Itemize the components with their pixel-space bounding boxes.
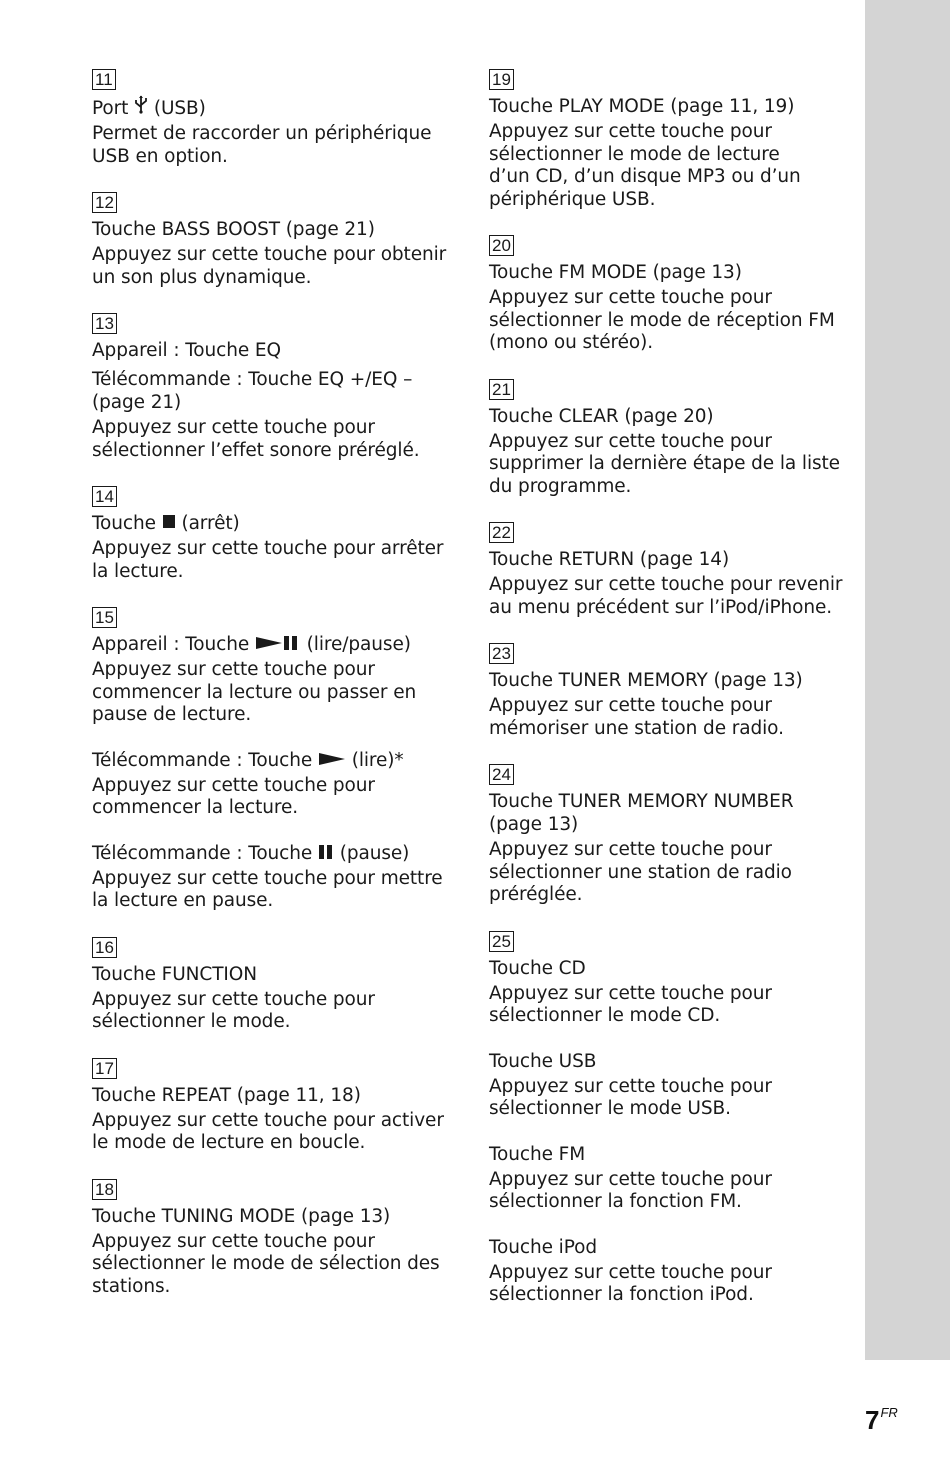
entry-heading: Appareil : Touche (lire/pause) <box>92 634 411 655</box>
entry-description: Appuyez sur cette touche pour sélectionner l’effet sonore préréglé. <box>92 417 420 461</box>
ipod-button-section <box>489 1236 849 1307</box>
left-column <box>92 67 452 1320</box>
entry-20 <box>489 233 849 355</box>
entry-heading: Touche TUNING MODE (page 13) <box>92 1205 391 1227</box>
entry-number: 18 <box>92 1179 117 1200</box>
entry-description: Appuyez sur cette touche pour mémoriser une station de radio. <box>489 695 784 739</box>
usb-button-section <box>489 1050 849 1121</box>
play-pause-icon <box>255 633 301 656</box>
entry-13 <box>92 311 452 462</box>
entry-number: 25 <box>489 931 514 952</box>
side-tab <box>865 0 950 1360</box>
entry-14 <box>92 484 452 583</box>
remote-play-section <box>92 749 452 820</box>
entry-12 <box>92 190 452 289</box>
entry-description: Appuyez sur cette touche pour sélectionner le mode de réception FM (mono ou stéréo). <box>489 287 835 353</box>
entry-heading: Touche CD <box>489 957 586 979</box>
entry-heading: Télécommande : Touche (lire)* <box>92 749 404 771</box>
entry-24 <box>489 762 849 907</box>
entry-description: Appuyez sur cette touche pour obtenir un son plus dynamique. <box>92 244 447 288</box>
remote-pause-section <box>92 842 452 913</box>
usb-icon <box>134 95 148 120</box>
entry-16 <box>92 935 452 1034</box>
entry-19 <box>489 67 849 211</box>
entry-heading: Appareil : Touche EQ <box>92 340 281 361</box>
entry-18 <box>92 1177 452 1299</box>
entry-heading: Touche TUNER MEMORY NUMBER (page 13) <box>489 791 794 835</box>
entry-description: Appuyez sur cette touche pour revenir au menu précédent sur l’iPod/iPhone. <box>489 574 843 618</box>
play-icon <box>318 749 346 772</box>
entry-number: 14 <box>92 486 117 507</box>
fm-button-section <box>489 1143 849 1214</box>
entry-description: Appuyez sur cette touche pour sélectionner la fonction FM. <box>489 1168 772 1212</box>
entry-heading: Touche CLEAR (page 20) <box>489 405 714 427</box>
pause-icon <box>318 842 334 865</box>
entry-23 <box>489 641 849 740</box>
entry-number: 22 <box>489 522 514 543</box>
entry-heading: Télécommande : Touche EQ +/EQ – (page 21) <box>92 369 413 413</box>
entry-description: Appuyez sur cette touche pour sélectionner le mode USB. <box>489 1075 772 1119</box>
entry-description: Appuyez sur cette touche pour sélectionner le mode CD. <box>489 982 772 1026</box>
entry-heading: Touche FM MODE (page 13) <box>489 262 742 283</box>
entry-heading: Touche BASS BOOST (page 21) <box>92 219 375 240</box>
entry-description: Appuyez sur cette touche pour sélectionner le mode. <box>92 988 375 1032</box>
entry-number: 23 <box>489 643 514 664</box>
entry-description: Appuyez sur cette touche pour sélectionner une station de radio préréglée. <box>489 839 792 905</box>
entry-description: Appuyez sur cette touche pour arrêter la lecture. <box>92 538 444 582</box>
entry-25 <box>489 929 849 1307</box>
entry-22 <box>489 520 849 619</box>
entry-heading: Touche (arrêt) <box>92 513 240 534</box>
entry-number: 17 <box>92 1058 117 1079</box>
entry-number: 19 <box>489 69 514 90</box>
entry-description: Permet de raccorder un périphérique USB en option. <box>92 123 432 167</box>
entry-number: 16 <box>92 937 117 958</box>
entry-description: Appuyez sur cette touche pour mettre la lecture en pause. <box>92 867 443 911</box>
language-code: FR <box>880 1405 898 1420</box>
entry-heading: Touche TUNER MEMORY (page 13) <box>489 670 803 691</box>
entry-description: Appuyez sur cette touche pour commencer la lecture. <box>92 774 375 818</box>
entry-heading: Port (USB) <box>92 95 452 120</box>
entry-number: 21 <box>489 379 514 400</box>
entry-number: 20 <box>489 235 514 256</box>
entry-number: 15 <box>92 607 117 628</box>
entry-heading: Touche FM <box>489 1143 586 1165</box>
entry-description: Appuyez sur cette touche pour sélectionner le mode de lecture d’un CD, d’un disque MP3 ou d’un périphérique USB. <box>489 121 801 210</box>
entry-description: Appuyez sur cette touche pour activer le mode de lecture en boucle. <box>92 1109 444 1153</box>
entry-number: 12 <box>92 192 117 213</box>
right-column <box>489 67 849 1329</box>
entry-number: 24 <box>489 764 514 785</box>
page-number: $7^{FR}$ <box>865 1405 898 1435</box>
stop-icon <box>162 512 176 535</box>
entry-21 <box>489 377 849 499</box>
entry-number: 13 <box>92 313 117 334</box>
entry-description: Appuyez sur cette touche pour sélectionner le mode de sélection des stations. <box>92 1230 440 1297</box>
entry-heading: Touche FUNCTION <box>92 963 257 985</box>
entry-heading: Touche iPod <box>489 1236 597 1258</box>
entry-description: Appuyez sur cette touche pour commencer la lecture ou passer en pause de lecture. <box>92 659 417 725</box>
entry-heading: Touche REPEAT (page 11, 18) <box>92 1084 361 1106</box>
entry-number: 11 <box>92 69 116 90</box>
entry-heading: Touche RETURN (page 14) <box>489 549 730 570</box>
entry-heading: Touche USB <box>489 1050 597 1072</box>
entry-description: Appuyez sur cette touche pour sélectionner la fonction iPod. <box>489 1261 772 1305</box>
entry-15 <box>92 605 452 913</box>
entry-heading: Télécommande : Touche (pause) <box>92 842 410 864</box>
entry-11 <box>92 67 452 168</box>
entry-description: Appuyez sur cette touche pour supprimer la dernière étape de la liste du programme. <box>489 430 840 497</box>
entry-17 <box>92 1056 452 1155</box>
entry-heading: Touche PLAY MODE (page 11, 19) <box>489 96 795 117</box>
